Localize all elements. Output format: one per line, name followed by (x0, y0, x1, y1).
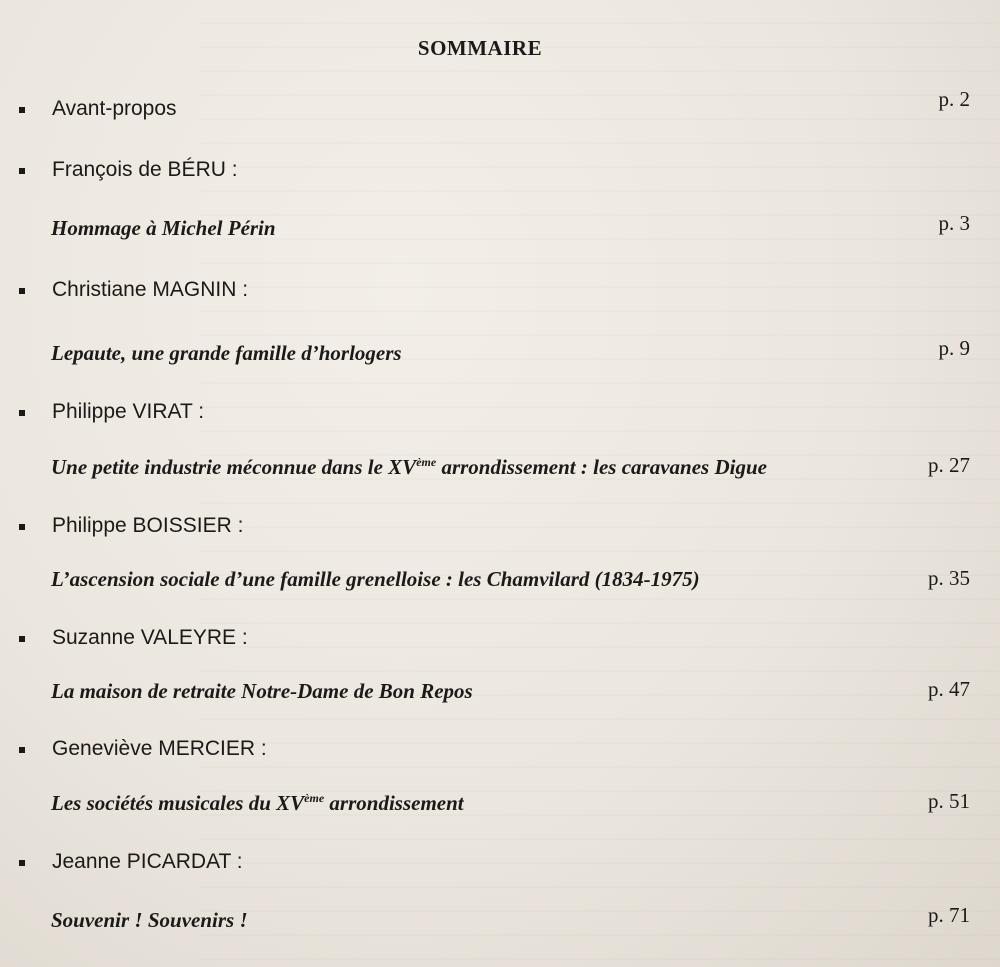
toc-article-title: Hommage à Michel Périn (51, 216, 276, 240)
page-number: p. 2 (938, 87, 970, 111)
bullet (19, 168, 25, 174)
toc-article-title: L’ascension sociale d’une famille grenelloise : les Chamvilard (1834-1975) (51, 567, 700, 591)
page-number: p. 3 (938, 211, 970, 235)
bullet (19, 860, 25, 866)
toc-article-title (51, 455, 767, 480)
page-number: p. 27 (928, 453, 970, 477)
toc-author: Jeanne PICARDAT : (52, 850, 243, 873)
page-number: p. 35 (928, 566, 970, 590)
title-superscript: ème (416, 455, 437, 469)
title-part: arrondissement : les caravanes Digue (436, 455, 767, 479)
toc-author: Geneviève MERCIER : (52, 737, 267, 760)
bullet (19, 410, 25, 416)
title-part: Une petite industrie méconnue dans le XV (51, 455, 417, 479)
toc-author: Philippe BOISSIER : (52, 514, 244, 537)
toc-author: Christiane MAGNIN : (52, 278, 249, 301)
page-number: p. 51 (928, 789, 970, 813)
page-number: p. 71 (928, 903, 970, 927)
bullet (19, 747, 25, 753)
toc-author: Philippe VIRAT : (52, 400, 205, 423)
bullet (19, 288, 25, 294)
page-number: p. 47 (928, 677, 970, 701)
toc-entry-label: Avant-propos (52, 97, 177, 120)
bullet (19, 107, 25, 113)
page-title: SOMMAIRE (417, 36, 543, 60)
title-part: Les sociétés musicales du XV (51, 791, 305, 815)
bullet (19, 524, 25, 530)
toc-article-title (51, 791, 464, 816)
page-number: p. 9 (938, 336, 970, 360)
toc-author: François de BÉRU : (52, 158, 238, 181)
toc-article-title: La maison de retraite Notre-Dame de Bon Repos (51, 679, 473, 703)
toc-article-title: Lepaute, une grande famille d’horlogers (51, 341, 402, 365)
title-part: arrondissement (324, 791, 464, 815)
show-through-text (200, 0, 1000, 967)
toc-article-title: Souvenir ! Souvenirs ! (51, 908, 248, 932)
bullet (19, 636, 25, 642)
toc-author: Suzanne VALEYRE : (52, 626, 248, 649)
title-superscript: ème (304, 791, 325, 805)
